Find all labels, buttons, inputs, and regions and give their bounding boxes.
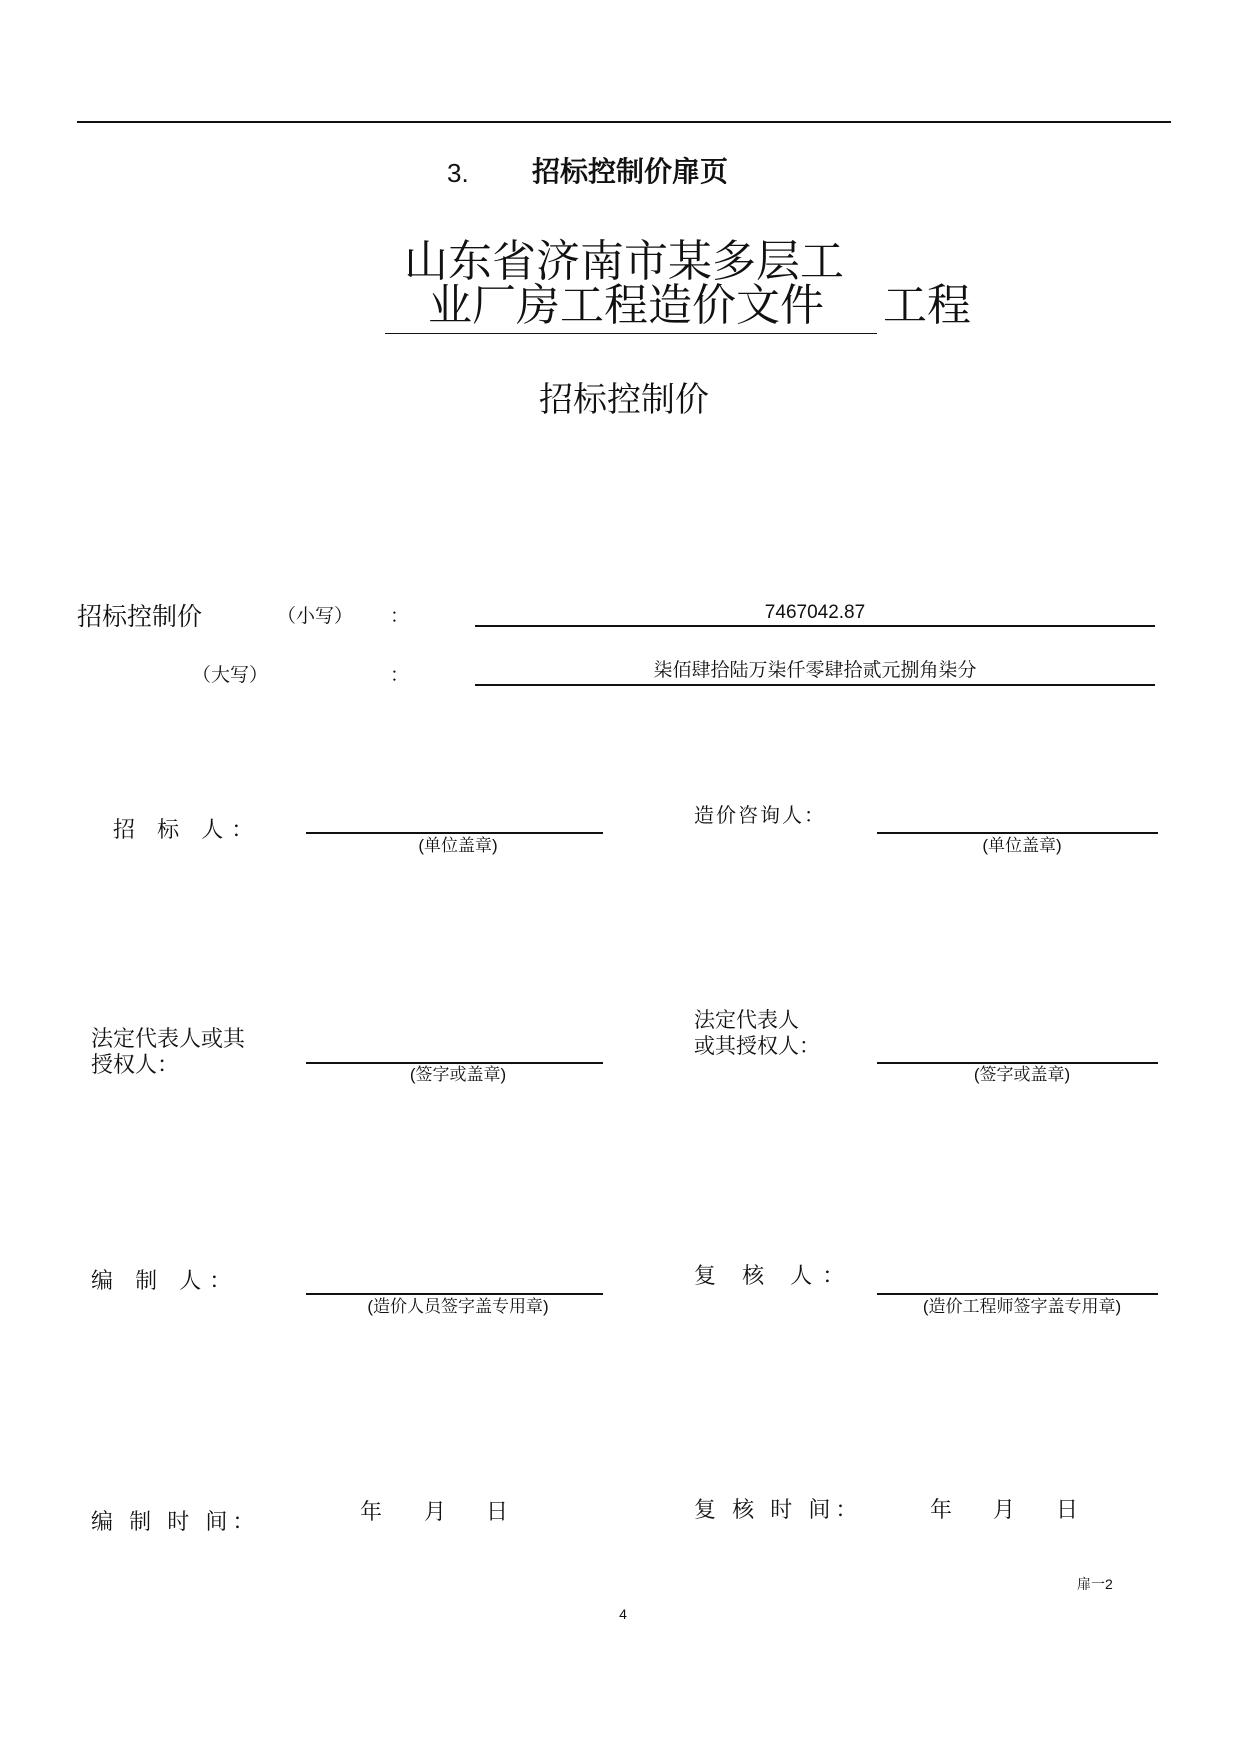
heading-number: 3. — [447, 158, 469, 188]
review-month: 月 — [993, 1497, 1017, 1522]
price-large-label: （大写） — [192, 665, 269, 686]
tenderer-label: 招 标 人： — [113, 817, 262, 842]
review-year: 年 — [930, 1497, 954, 1522]
tenderer-sign-line — [306, 832, 603, 834]
legal-rep-right-sign-line — [877, 1062, 1158, 1064]
price-large-line — [475, 684, 1155, 686]
price-small-label: （小写） — [277, 606, 354, 627]
price-large-value: 柒佰肆拾陆万柒仟零肆拾贰元捌角柒分 — [653, 660, 977, 681]
compiler-caption: (造价人员签字盖专用章) — [367, 1297, 549, 1316]
reviewer-label: 复 核 人： — [694, 1263, 855, 1288]
compile-date-label: 编 制 时 间： — [91, 1509, 260, 1534]
consultant-label: 造价咨询人： — [694, 805, 826, 827]
reviewer-caption: (造价工程师签字盖专用章) — [922, 1297, 1122, 1316]
price-small-line — [475, 625, 1155, 627]
project-suffix: 工程 — [883, 281, 971, 330]
compile-month: 月 — [424, 1499, 448, 1524]
tenderer-caption: (单位盖章) — [418, 836, 498, 855]
consultant-sign-line — [877, 832, 1158, 834]
project-name-underline — [385, 333, 877, 334]
review-day: 日 — [1056, 1497, 1080, 1522]
form-code: 扉一2 — [1077, 1576, 1113, 1592]
page-number: 4 — [619, 1606, 627, 1622]
review-date-label: 复 核 时 间： — [694, 1497, 863, 1522]
header-rule — [77, 121, 1171, 123]
compiler-label: 编 制 人： — [91, 1268, 240, 1293]
compiler-sign-line — [306, 1293, 603, 1295]
project-name-line1: 山东省济南市某多层工 — [404, 237, 844, 286]
compile-year: 年 — [360, 1499, 384, 1524]
legal-rep-left-caption: (签字或盖章) — [409, 1065, 507, 1084]
legal-rep-left-label-line1: 法定代表人或其 — [91, 1026, 246, 1051]
legal-rep-right-label-line1: 法定代表人 — [694, 1009, 799, 1032]
price-large-colon: ： — [390, 665, 410, 686]
reviewer-sign-line — [877, 1293, 1158, 1295]
document-subtitle: 招标控制价 — [539, 381, 709, 419]
project-name-line2: 业厂房工程造价文件 — [428, 281, 824, 330]
page-heading: 招标控制价扉页 — [532, 156, 729, 187]
legal-rep-right-caption: (签字或盖章) — [973, 1065, 1071, 1084]
price-small-value: 7467042.87 — [764, 602, 866, 623]
legal-rep-left-label-line2: 授权人： — [91, 1052, 180, 1077]
consultant-caption: (单位盖章) — [982, 836, 1062, 855]
legal-rep-left-sign-line — [306, 1062, 603, 1064]
price-small-colon: ： — [390, 606, 410, 627]
price-label: 招标控制价 — [77, 603, 203, 631]
legal-rep-right-label-line2: 或其授权人： — [694, 1035, 820, 1058]
compile-day: 日 — [486, 1499, 510, 1524]
